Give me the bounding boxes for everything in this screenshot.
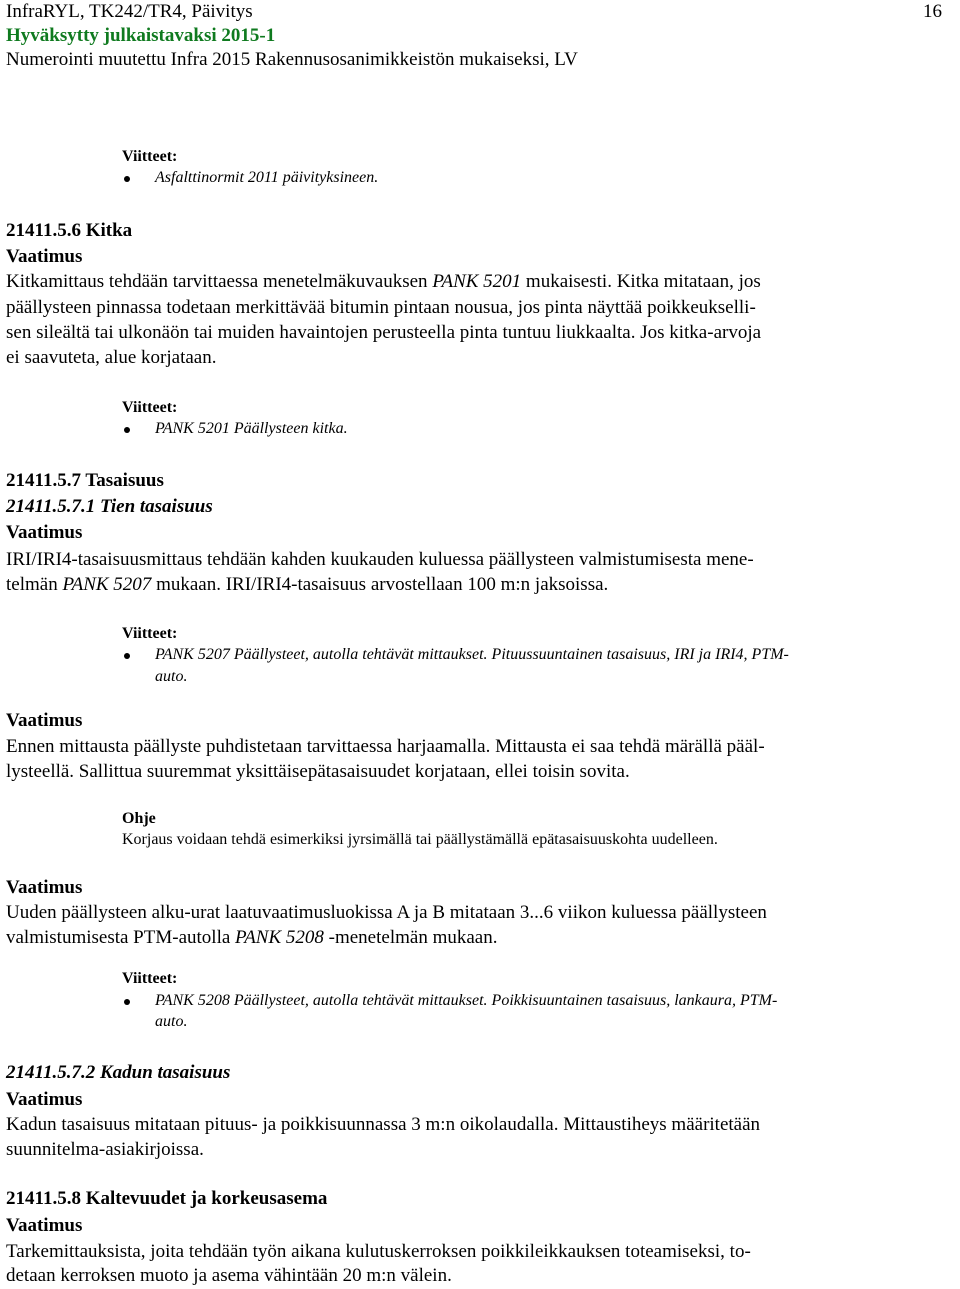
- header-title: InfraRYL, TK242/TR4, Päivitys: [6, 1, 253, 22]
- bullet-icon: [124, 427, 130, 433]
- requirement-label: Vaatimus: [6, 710, 83, 731]
- text-fragment: telmän: [6, 574, 63, 595]
- requirement-label: Vaatimus: [6, 877, 83, 898]
- subsection-heading: 21411.5.7.1 Tien tasaisuus: [6, 496, 213, 517]
- paragraph-line: Ennen mittausta päällyste puhdistetaan tarvittaessa harjaamalla. Mittausta ei saa tehdä märällä pääl-: [6, 736, 765, 757]
- reference-item: PANK 5201 Päällysteen kitka.: [155, 420, 348, 437]
- paragraph-line: lysteellä. Sallittua suuremmat yksittäisepätasaisuudet korjataan, ellei toisin sovita.: [6, 761, 630, 782]
- references-label: Viitteet:: [122, 625, 178, 642]
- paragraph-line: [6, 926, 497, 950]
- references-label: Viitteet:: [122, 399, 178, 416]
- text-fragment: valmistumisesta PTM-autolla: [6, 927, 236, 948]
- bullet-icon: [124, 653, 130, 659]
- text-fragment: Kitkamittaus tehdään tarvittaessa menetelmäkuvauksen: [6, 271, 433, 292]
- guidance-text: Korjaus voidaan tehdä esimerkiksi jyrsimällä tai päällystämällä epätasaisuuskohta uudelleen.: [122, 831, 718, 848]
- paragraph-line: IRI/IRI4-tasaisuusmittaus tehdään kahden kuukauden kuluessa päällysteen valmistumisesta mene-: [6, 549, 754, 570]
- bullet-icon: [124, 999, 130, 1005]
- paragraph-line: päällysteen pinnassa todetaan merkittävää bitumin pintaan nousua, jos pinta näyttää poikkeukselli-: [6, 297, 756, 318]
- header-numbering-note: Numerointi muutettu Infra 2015 Rakennusosanimikkeistön mukaiseksi, LV: [6, 49, 578, 70]
- page-number: 16: [923, 1, 942, 22]
- text-fragment: -menetelmän mukaan.: [323, 927, 498, 948]
- requirement-label: Vaatimus: [6, 246, 83, 267]
- paragraph-line: detaan kerroksen muoto ja asema vähintään 20 m:n välein.: [6, 1265, 452, 1286]
- paragraph-line: suunnitelma-asiakirjoissa.: [6, 1139, 204, 1160]
- requirement-label: Vaatimus: [6, 1215, 83, 1236]
- paragraph-line: sen sileältä tai ulkonäön tai muiden havaintojen perusteella pinta tuntuu liukkaalta. Jos kitka-arvoja: [6, 322, 762, 343]
- reference-item: PANK 5208 Päällysteet, autolla tehtävät mittaukset. Poikkisuuntainen tasaisuus, lankaura, PTM-: [155, 992, 778, 1009]
- header-approval: Hyväksytty julkaistavaksi 2015-1: [6, 25, 276, 46]
- text-fragment: mukaisesti. Kitka mitataan, jos: [521, 271, 761, 292]
- section-heading: 21411.5.6 Kitka: [6, 220, 133, 241]
- paragraph-line: [6, 270, 761, 294]
- requirement-label: Vaatimus: [6, 522, 83, 543]
- paragraph-line: Kadun tasaisuus mitataan pituus- ja poikkisuunnassa 3 m:n oikolaudalla. Mittaustiheys määritetään: [6, 1114, 761, 1135]
- paragraph-line: Uuden päällysteen alku-urat laatuvaatimusluokissa A ja B mitataan 3...6 viikon kuluessa päällysteen: [6, 902, 767, 923]
- reference-item-continued: auto.: [155, 1013, 188, 1030]
- standard-reference: PANK 5201: [432, 271, 522, 292]
- reference-item: Asfalttinormit 2011 päivityksineen.: [155, 169, 379, 186]
- paragraph-line: [6, 573, 608, 597]
- reference-item-continued: auto.: [155, 668, 188, 685]
- standard-reference: PANK 5207: [62, 574, 152, 595]
- paragraph-line: Tarkemittauksista, joita tehdään työn aikana kulutuskerroksen poikkileikkauksen toteamiseksi, to-: [6, 1241, 751, 1262]
- text-fragment: mukaan. IRI/IRI4-tasaisuus arvostellaan 100 m:n jaksoissa.: [151, 574, 609, 595]
- references-label: Viitteet:: [122, 148, 178, 165]
- bullet-icon: [124, 176, 130, 182]
- guidance-label: Ohje: [122, 810, 156, 827]
- subsection-heading: 21411.5.7.2 Kadun tasaisuus: [6, 1062, 231, 1083]
- section-heading: 21411.5.8 Kaltevuudet ja korkeusasema: [6, 1188, 328, 1209]
- requirement-label: Vaatimus: [6, 1089, 83, 1110]
- section-heading: 21411.5.7 Tasaisuus: [6, 470, 164, 491]
- reference-item: PANK 5207 Päällysteet, autolla tehtävät mittaukset. Pituussuuntainen tasaisuus, IRI ja IRI4, PTM-: [155, 646, 789, 663]
- references-label: Viitteet:: [122, 970, 178, 987]
- standard-reference: PANK 5208: [235, 927, 324, 948]
- paragraph-line: ei saavuteta, alue korjataan.: [6, 347, 217, 368]
